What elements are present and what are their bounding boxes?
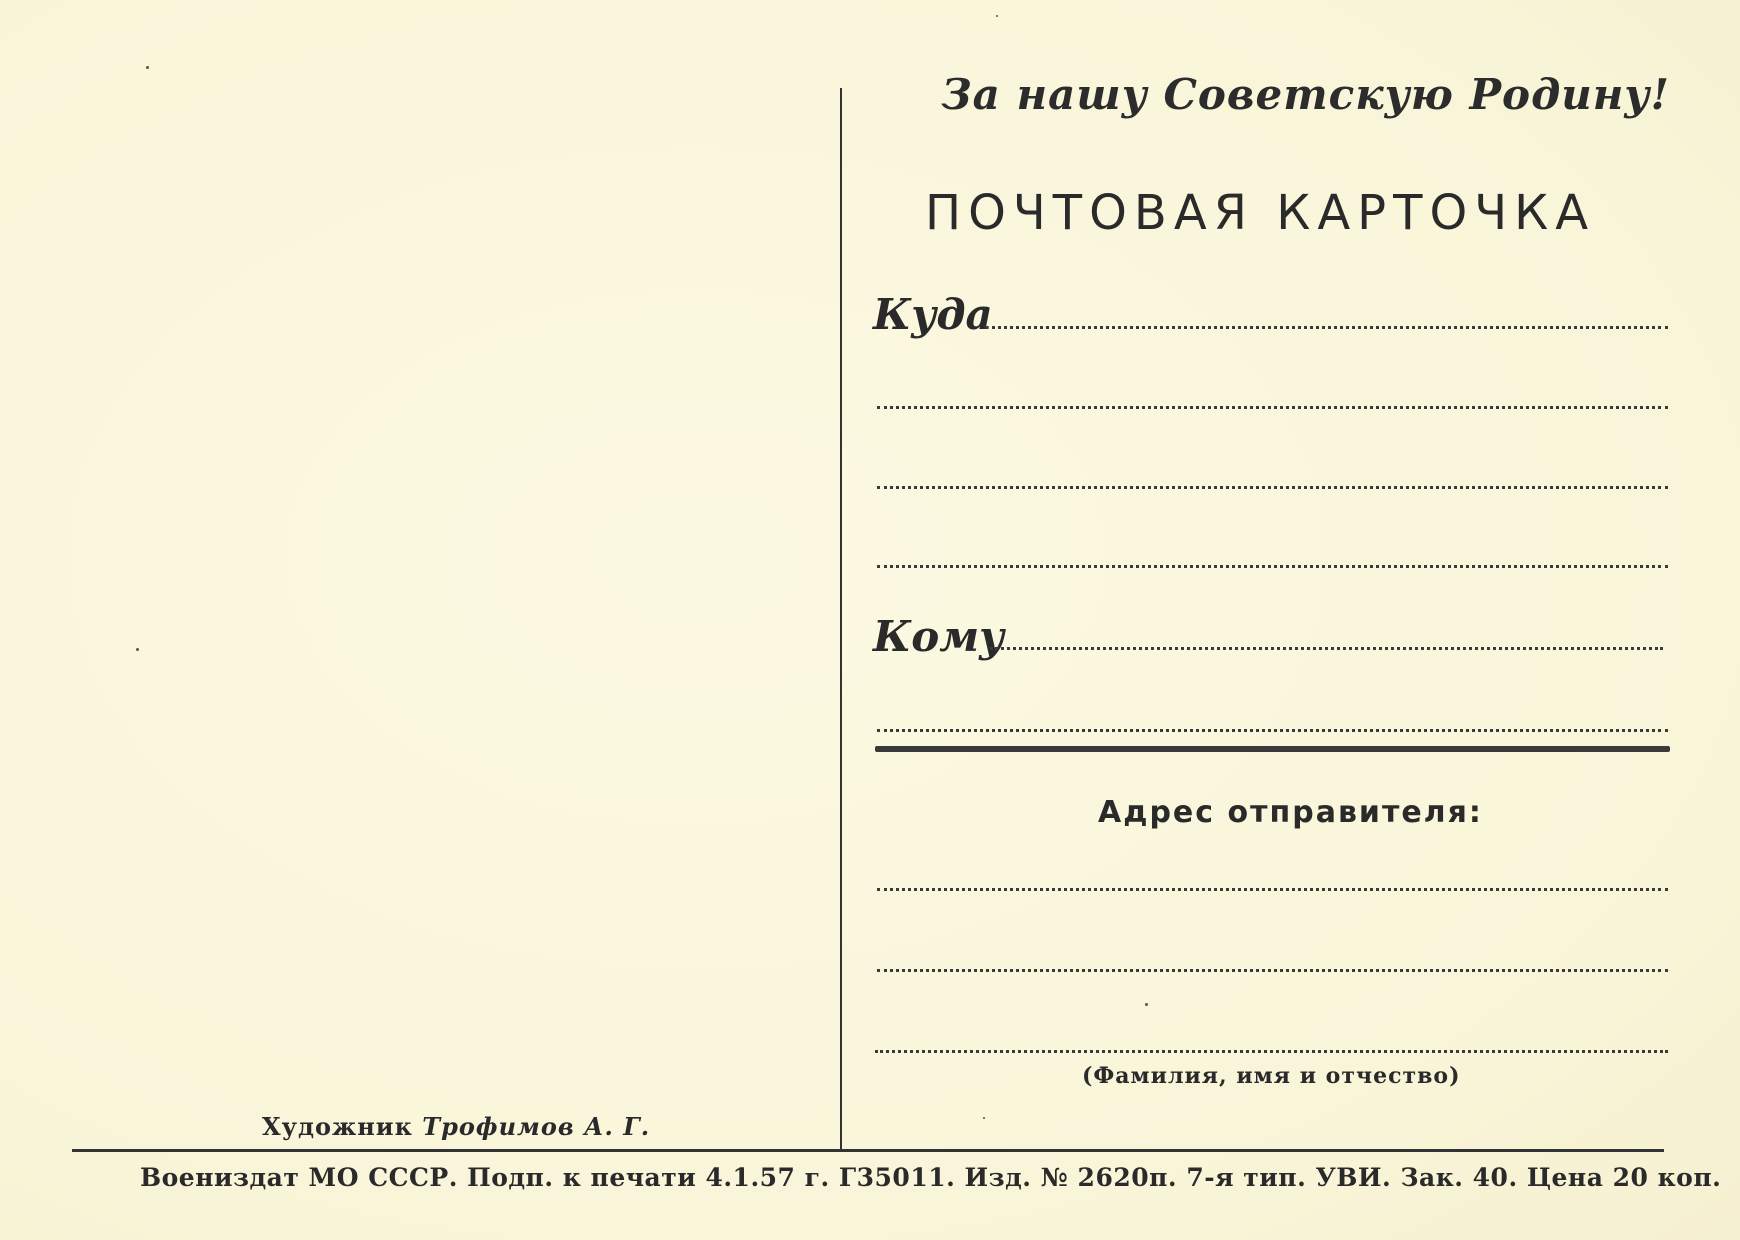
paper-speck — [983, 1117, 985, 1119]
to-whom-line-1[interactable] — [990, 647, 1663, 650]
to-whom-line-2[interactable] — [877, 729, 1668, 732]
vertical-divider — [840, 88, 842, 1150]
to-where-line-1[interactable] — [985, 326, 1668, 329]
to-where-line-4[interactable] — [877, 565, 1668, 568]
sender-line-2[interactable] — [877, 969, 1668, 972]
to-where-line-2[interactable] — [877, 406, 1668, 409]
publisher-imprint: Воениздат МО СССР. Подп. к печати 4.1.57 г. Г35011. Изд. № 2620п. 7-я тип. УВИ. Зак. 40. Цена 20 коп. — [140, 1163, 1722, 1192]
artist-prefix: Художник — [262, 1112, 413, 1141]
slogan: За нашу Советскую Родину! — [941, 70, 1670, 119]
sender-name-hint: (Фамилия, имя и отчество) — [1082, 1063, 1461, 1089]
artist-credit — [262, 1112, 650, 1141]
paper-speck — [136, 648, 139, 651]
separator-line — [875, 746, 1670, 752]
card-title: ПОЧТОВАЯ КАРТОЧКА — [925, 185, 1596, 241]
bottom-rule — [72, 1149, 1664, 1152]
paper-speck — [996, 15, 998, 17]
to-whom-label: Кому — [873, 612, 1005, 661]
paper-speck — [1145, 1003, 1148, 1006]
sender-address-label: Адрес отправителя: — [1098, 795, 1483, 830]
sender-line-3[interactable] — [875, 1050, 1668, 1053]
artist-name: Трофимов А. Г. — [422, 1112, 651, 1141]
paper-speck — [146, 66, 149, 69]
to-where-label: Куда — [873, 290, 993, 339]
sender-line-1[interactable] — [877, 888, 1668, 891]
to-where-line-3[interactable] — [877, 486, 1668, 489]
